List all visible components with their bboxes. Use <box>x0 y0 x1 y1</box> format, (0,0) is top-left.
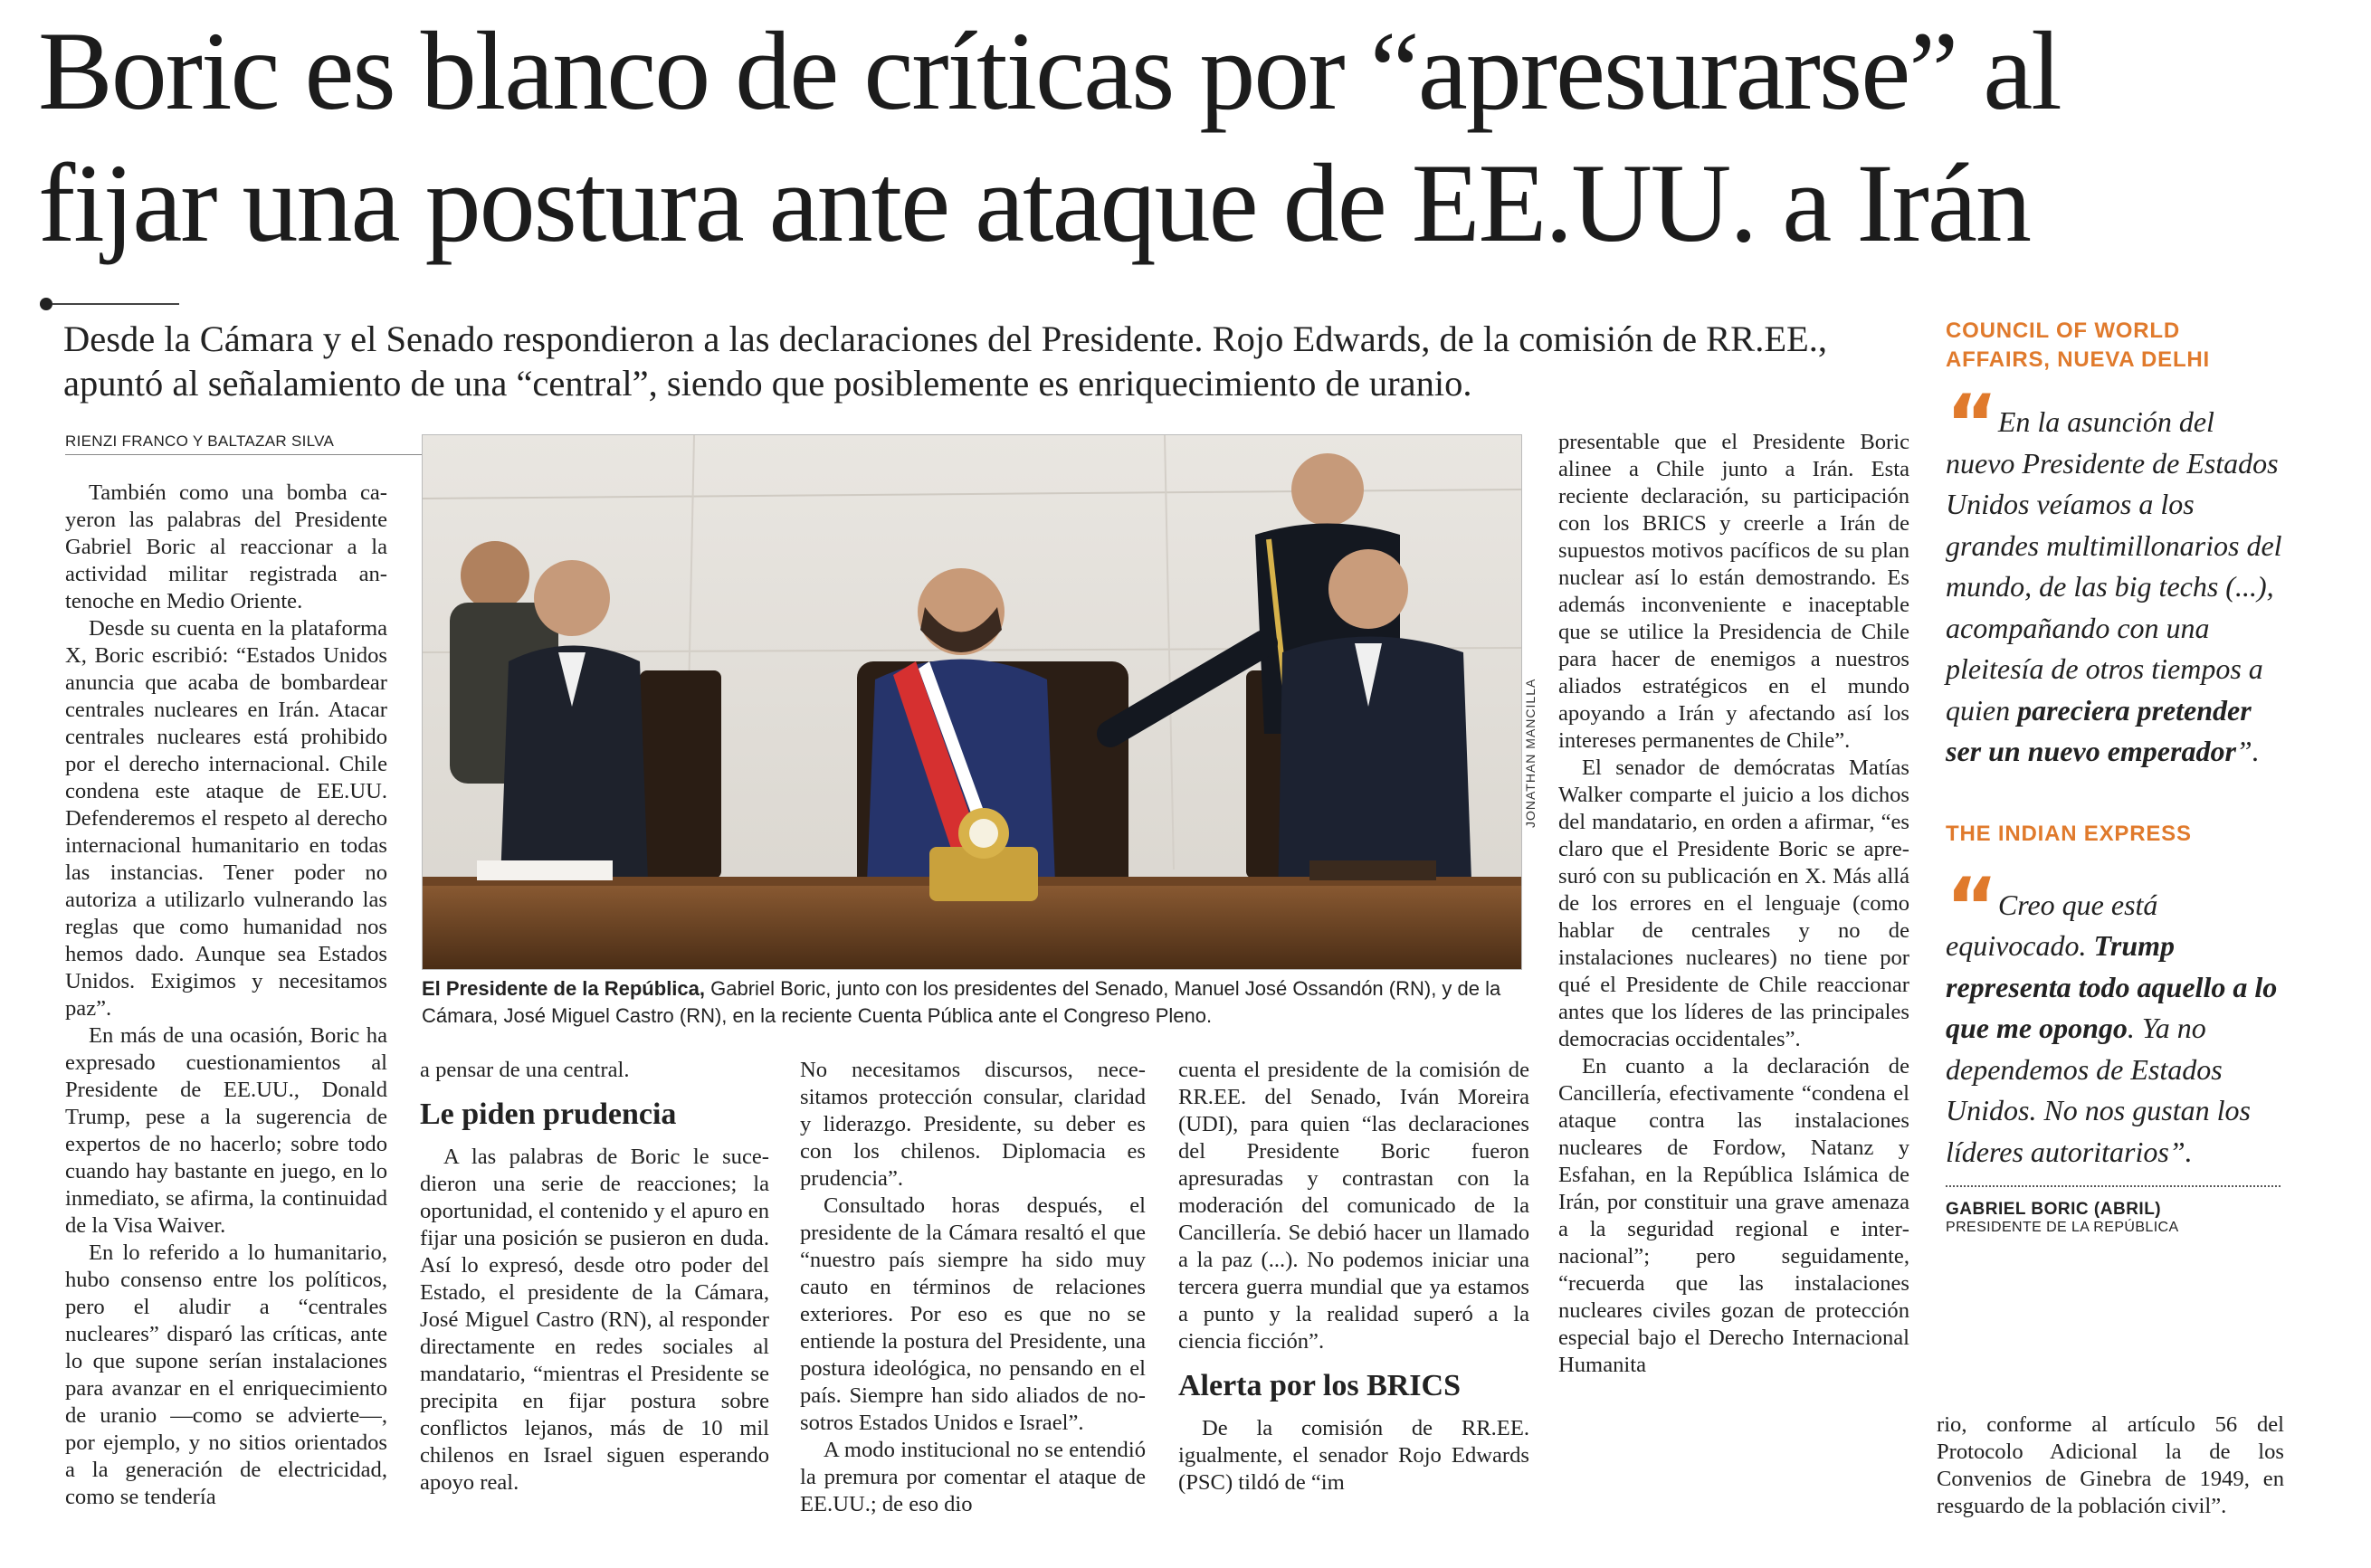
article-column-4 <box>1178 1057 1529 1497</box>
quote-part: . Ya no dependemos de Estados Unidos. No nos gustan los líderes autoritarios”. <box>1946 1012 2251 1168</box>
quote-text <box>1946 377 2290 773</box>
paragraph: presentable que el Presidente Boric alinee a Chile junto a Irán. Esta reciente declaración, su participación con los BRICS y creerle a Irán de supuestos motivos pacíficos de su plan nuclear así lo están demostrando. Es además inconveniente e inaceptable que se utilice la Presidencia de Chile para hacer de enemigos a nuestros aliados estratégicos en el mundo apoyando a Irán y afectando así los intereses permanentes de Chile”. <box>1558 430 1909 753</box>
paragraph: Consultado horas después, el presidente de la Cámara resaltó el que “nuestro país siempre ha sido muy cauto en términos de relaciones exteriores. Por eso es que no se entiende la postura del Presidente, una postura ideológica, no pensando en el país. Siempre han sido aliados de nosotros Estados Unidos e Israel”. <box>800 1193 1146 1435</box>
quote-source: COUNCIL OF WORLD AFFAIRS, NUEVA DELHI <box>1946 318 2211 372</box>
subheading: Alerta por los BRICS <box>1178 1369 1461 1402</box>
section-rule-dot <box>40 298 52 310</box>
quote-text <box>1946 860 2290 1174</box>
photo-caption <box>422 975 1535 1030</box>
paragraph: Desde su cuenta en la plataforma X, Boric escribió: “Estados Unidos anuncia que acaba de bombardear centrales nucleares en Irán. Atacar centrales nucleares está prohibido por el derecho internacional. Chile condena este ataque de EE.UU. Defenderemos el respeto al derecho internacional humanitario en todas las instancias. Tener poder no autoriza a utilizarlo vulnerando las reglas que como humanidad nos hemos dado. Aunque sea Estados Unidos. Exigimos y necesitamos paz”. <box>65 616 387 1021</box>
quote-part: ”. <box>2235 735 2260 767</box>
paragraph: A las palabras de Boric le sucedieron una serie de reacciones; la oportunidad, el contenido y el apuro en fijar una posición se pusieron en duda. Así lo expresó, desde otro poder del Estado, el presidente de la Cámara, José Miguel Castro (RN), al responder directamente en redes sociales al mandatario, “mientras el Presidente se precipita en fijar postura sobre conflictos lejanos, más de 10 mil chilenos en Israel siguen esperando apoyo real. <box>420 1145 769 1495</box>
photo-illustration <box>423 435 1521 969</box>
headline <box>38 5 2355 270</box>
divider <box>1946 1185 2281 1187</box>
paragraph: De la comisión de RR.EE. igualmente, el senador Rojo Edwards (PSC) tildó de “im <box>1178 1416 1529 1495</box>
headline-line-1: Boric es blanco de críticas por “apresurarse” al <box>38 9 2061 133</box>
photo-credit: JONATHAN MANCILLA <box>1523 678 1538 828</box>
quote-source: THE INDIAN EXPRESS <box>1946 821 2192 846</box>
deck-subtitle: Desde la Cámara y el Senado respondieron a las declaraciones del Presidente. Rojo Edwards, de la comisión de RR.EE., apuntó al señalamiento de una “central”, siendo que posiblemente es enriquecimiento de uranio. <box>63 318 1828 404</box>
article-column-2 <box>420 1057 769 1497</box>
byline: RIENZI FRANCO Y BALTAZAR SILVA <box>65 432 427 455</box>
quote-emphasis: Trump representa todo aquello a lo que me opongo <box>1946 929 2278 1044</box>
paragraph: El senador de demócratas Matías Walker comparte el juicio a los dichos del mandatario, en orden a afirmar, “es claro que el Presidente Boric se apresuró con su publicación en X. Más allá de los errores en el lenguaje (como hablar de centrales y no de instalaciones nucleares) no tiene por qué el Presidente de Chile reaccionar antes que los líderes de las principales democracias occidentales”. <box>1558 755 1909 1051</box>
article-column-6 <box>1937 1411 2284 1520</box>
article-column-1 <box>65 480 387 1511</box>
quote-part: En la asunción del nuevo Presidente de Estados Unidos veíamos a los grandes multimillonarios del mundo, de las big techs (...), acompañando con una pleitesía de otros tiempos a quien <box>1946 405 2282 727</box>
paragraph: cuenta el presidente de la comisión de RR.EE. del Senado, Iván Moreira (UDI), para quien “las declaraciones del Presidente Boric fueron apresuradas y contrastan con la moderación del comunicado de la Cancillería. Se debió hacer un llamado a la paz (...). No podemos iniciar una tercera guerra mundial que ya estamos a punto y la realidad superó a la ciencia ficción”. <box>1178 1058 1529 1354</box>
section-rule-line <box>52 303 179 305</box>
quote-author-role: PRESIDENTE DE LA REPÚBLICA <box>1946 1220 2179 1235</box>
paragraph: rio, conforme al artículo 56 del Protocolo Adicional la de los Convenios de Ginebra de 1949, en resguardo de la población civil”. <box>1937 1412 2284 1518</box>
paragraph: En lo referido a lo humanitario, hubo consenso entre los políticos, pero el aludir a “centrales nucleares” disparó las críticas, ante lo que supone serían instalaciones para avanzar en el enriquecimiento de uranio —como se advierte—, por ejemplo, y no sitios orientados a la generación de electricidad, como se tendería <box>65 1240 387 1509</box>
sidebar-quotes <box>1946 317 2290 1236</box>
article-column-5 <box>1558 429 1909 1379</box>
quote-author: GABRIEL BORIC (ABRIL) <box>1946 1200 2162 1219</box>
paragraph: En cuanto a la declaración de Cancillería, efectivamente “condena el ataque contra las instalaciones nucleares de Fordow, Natanz y Esfahan, en la República Islámica de Irán, por constituir una grave amenaza a la seguridad regional e internacional”; pero seguidamente, “recuerda que las instalaciones nucleares civiles gozan de protección especial bajo el Derecho Internacional Humanita <box>1558 1054 1909 1377</box>
headline-line-2: fijar una postura ante ataque de EE.UU. a Irán <box>38 141 2030 265</box>
paragraph: También como una bomba cayeron las palabras del Presidente Gabriel Boric al reaccionar a la actividad militar registrada antenoche en Medio Oriente. <box>65 480 387 613</box>
paragraph: No necesitamos discursos, necesitamos protección consular, claridad y liderazgo. Presidente, su deber es con los chilenos. Diplomacia es prudencia”. <box>800 1058 1146 1191</box>
quote-mark-icon: “ <box>1946 860 1993 954</box>
quote-part: Creo que está equivocado. <box>1946 888 2158 962</box>
caption-text: Gabriel Boric, junto con los presidentes del Senado, Manuel José Ossandón (RN), y de la Cámara, José Miguel Castro (RN), en la reciente Cuenta Pública ante el Congreso Pleno. <box>422 977 1501 1027</box>
quote-emphasis: pareciera pretender ser un nuevo emperador <box>1946 693 2252 767</box>
news-photo <box>422 434 1522 970</box>
quote-mark-icon: “ <box>1946 377 1993 470</box>
paragraph: En más de una ocasión, Boric ha expresado cuestionamientos al Presidente de EE.UU., Donald Trump, pese a la sugerencia de expertos de no hacerlo; sobre todo cuando hay bastante en juego, en lo inmediato, se afirma, la continuidad de la Visa Waiver. <box>65 1023 387 1238</box>
caption-lead: El Presidente de la República, <box>422 977 705 1000</box>
article-column-3 <box>800 1057 1146 1518</box>
subheading: Le piden prudencia <box>420 1098 677 1131</box>
paragraph: A modo institucional no se entendió la premura por comentar el ataque de EE.UU.; de eso dio <box>800 1438 1146 1516</box>
paragraph: a pensar de una central. <box>420 1058 630 1082</box>
